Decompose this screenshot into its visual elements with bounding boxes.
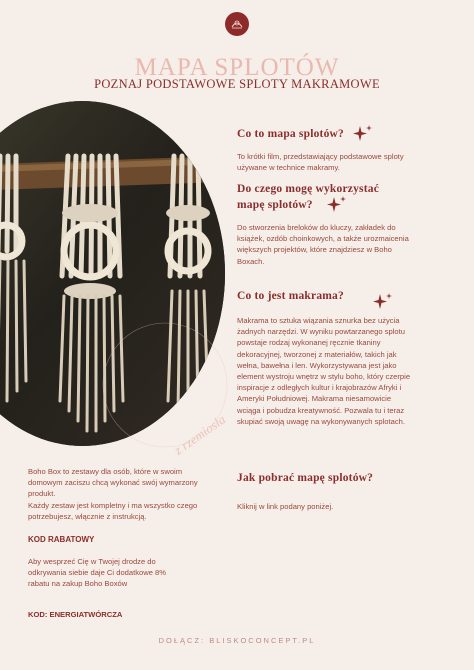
sparkle-icon: [326, 195, 348, 215]
discount-text: Aby wesprzeć Cię w Twojej drodze do odkrywania siebie daje Ci dodatkowe 8% rabatu na zakup Boho Boxów: [28, 557, 167, 589]
heading-macrame: Co to jest makrama?: [237, 290, 344, 302]
discount-code[interactable]: KOD: ENERGIATWÓRCZA: [28, 610, 123, 619]
footer-link[interactable]: DOŁĄCZ: BLISKOCONCEPT.PL: [158, 636, 316, 645]
watermark-text: z rzemiosła: [171, 411, 229, 458]
watermark-stamp: [80, 300, 250, 470]
heading-use-line1: Do czego mogę wykorzystać: [237, 183, 379, 195]
heading-map: Co to mapa splotów?: [237, 128, 344, 140]
logo-emblem-icon: [225, 12, 249, 36]
sparkle-icon: [372, 292, 394, 312]
heading-use-line2: mapę splotów?: [237, 199, 313, 211]
page-title: MAPA SPLOTÓW: [134, 54, 340, 81]
text-use: Do stworzenia breloków do kluczy, zakładek do książek, ozdób choinkowych, a także urozmaicenia większych projektów, które znajdziesz w Boho Boxach.: [237, 223, 409, 266]
text-map: To krótki film, przedstawiający podstawowe sploty używane w technice makramy.: [237, 152, 404, 173]
sparkle-icon: [352, 124, 374, 144]
heading-get: Jak pobrać mapę splotów?: [237, 472, 374, 484]
text-get: Kliknij w link podany poniżej.: [237, 502, 334, 511]
text-macrame: Makrama to sztuka wiązania sznurka bez użycia żadnych narzędzi. W wyniku powtarzanego splotu powstaje rodzaj wykonanej ręcznie tkaniny dekoracyjnej, tworzonej z materiałów, takich jak wełna, bawełna i len. Wykorzystywana jest jako element wystroju wnętrz w stylu boho, który czerpie inspiracje z odległych kultur i krajobrazów Afryki i Ameryki Południowej. Makrama niesamowicie wciąga i pobudza kreatywność. Pozwala tu i teraz skupiać swoją uwagę na wykonywanych splotach.: [237, 316, 411, 426]
page-subtitle: POZNAJ PODSTAWOWE SPLOTY MAKRAMOWE: [94, 77, 380, 91]
discount-heading: KOD RABATOWY: [28, 535, 95, 544]
intro-text: Boho Box to zestawy dla osób, które w swoim domowym zaciszu chcą wykonać swój wymarzony produkt. Każdy zestaw jest kompletny i ma wszystko czego potrzebujesz, włącznie z instrukcją.: [28, 467, 198, 521]
